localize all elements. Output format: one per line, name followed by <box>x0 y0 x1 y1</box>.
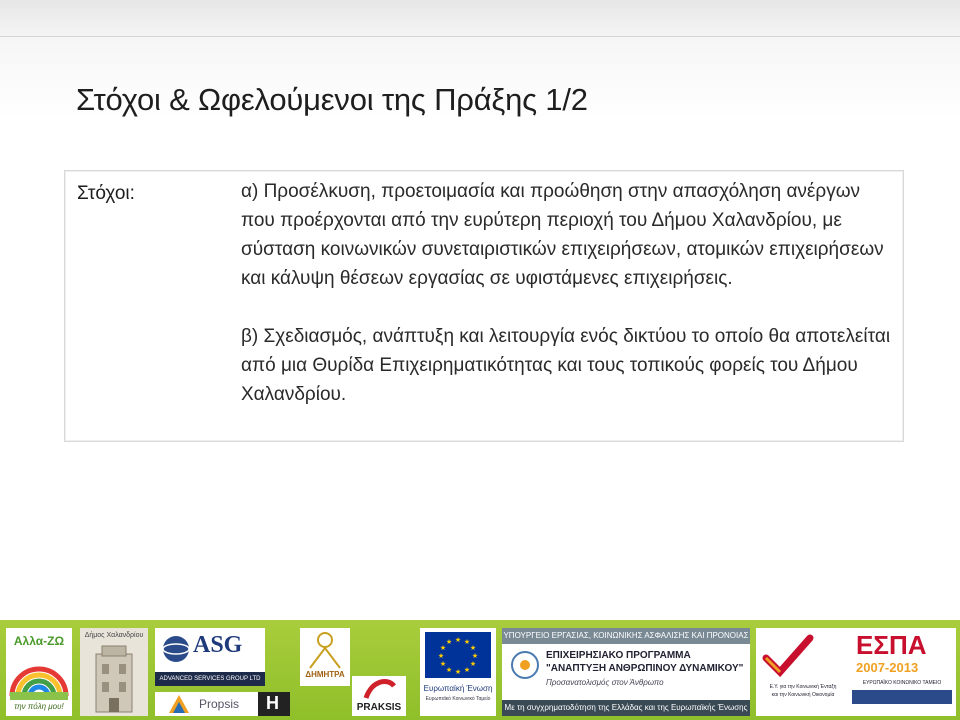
eu-flag-strip-icon <box>852 690 952 704</box>
dimos-name: Δήμος Χαλανδρίου <box>84 632 144 639</box>
svg-text:★: ★ <box>471 652 479 660</box>
svg-text:★: ★ <box>454 668 462 676</box>
allazo-rainbow-icon <box>6 652 72 702</box>
svg-text:★: ★ <box>463 666 471 674</box>
svg-text:★: ★ <box>454 636 462 644</box>
svg-text:★: ★ <box>445 666 453 674</box>
eu-subtitle: Ευρωπαϊκό Κοινωνικό Ταμείο <box>425 696 491 702</box>
dimitra-logo <box>300 628 350 686</box>
svg-text:★: ★ <box>469 644 477 652</box>
espa-fund: ΕΥΡΩΠΑΪΚΟ ΚΟΙΝΩΝΙΚΟ ΤΑΜΕΙΟ <box>862 680 942 686</box>
asg-name: ASG <box>193 632 243 658</box>
programme-line-3: Προσανατολισμός στον Άνθρωπο <box>546 678 664 687</box>
praksis-logo <box>352 676 406 716</box>
svg-text:★: ★ <box>445 638 453 646</box>
espa-logo <box>756 628 956 716</box>
svg-text:★: ★ <box>469 660 477 668</box>
ey-line-1: Ε.Υ. για την Κοινωνική Ένταξη <box>769 684 837 690</box>
dimitra-figure-icon <box>300 630 350 670</box>
propsis-symbol-icon <box>167 693 191 715</box>
asg-logo <box>155 628 265 686</box>
svg-text:★: ★ <box>463 638 471 646</box>
header-divider <box>0 36 960 37</box>
asg-subtitle: ADVANCED SERVICES GROUP LTD <box>155 672 265 686</box>
espa-name: ΕΣΠΑ <box>856 630 927 660</box>
programme-line-1: ΕΠΙΧΕΙΡΗΣΙΑΚΟ ΠΡΟΓΡΑΜΜΑ <box>546 650 691 661</box>
svg-text:★: ★ <box>439 644 447 652</box>
sponsor-logo-strip <box>0 620 960 720</box>
eu-name: Ευρωπαϊκή Ένωση <box>423 684 493 693</box>
eu-logo <box>420 628 496 716</box>
goals-content <box>241 177 891 409</box>
svg-text:★: ★ <box>439 660 447 668</box>
dimitra-name: ΔΗΜΗΤΡΑ <box>305 670 345 679</box>
building-icon <box>80 642 148 716</box>
page-title: Στόχοι & Ωφελούμενοι της Πράξης 1/2 <box>76 82 588 117</box>
allazo-logo <box>6 628 72 716</box>
asg-globe-icon <box>161 634 191 664</box>
allazo-name: Αλλα-ΖΩ <box>13 634 65 648</box>
cofunding-note: Με τη συγχρηματοδότηση της Ελλάδας και της Ευρωπαϊκής Ένωσης <box>502 700 750 716</box>
praksis-swoosh-icon <box>352 676 406 702</box>
espa-check-icon <box>760 632 816 682</box>
goal-paragraph-b: β) Σχεδιασμός, ανάπτυξη και λειτουργία ενός δικτύου το οποίο θα αποτελείται από μια Θυρίδα Επιχειρηματικότητας και τους τοπικούς φορείς του Δήμου Χαλανδρίου. <box>241 326 891 405</box>
goals-label: Στόχοι: <box>77 183 135 204</box>
dimos-chalandriou-logo <box>80 628 148 716</box>
ey-line-2: και την Κοινωνική Οικονομία <box>771 692 835 698</box>
svg-text:★: ★ <box>437 652 445 660</box>
ministry-title: ΥΠΟΥΡΓΕΙΟ ΕΡΓΑΣΙΑΣ, ΚΟΙΝΩΝΙΚΗΣ ΑΣΦΑΛΙΣΗΣ ΚΑΙ ΠΡΟΝΟΙΑΣ <box>502 628 750 644</box>
praksis-name: PRAKSIS <box>356 702 402 713</box>
goals-table <box>64 170 904 442</box>
ministry-logo <box>502 628 750 716</box>
ministry-emblem-icon <box>510 650 540 680</box>
espa-years: 2007-2013 <box>856 660 919 675</box>
propsis-logo <box>155 692 265 716</box>
propsis-name: Propsis <box>199 697 240 711</box>
allazo-tagline: την πόλη μου! <box>14 702 64 711</box>
h-letter-icon: H <box>266 693 279 713</box>
programme-line-2: "ΑΝΑΠΤΥΞΗ ΑΝΘΡΩΠΙΝΟΥ ΔΥΝΑΜΙΚΟΥ" <box>546 663 744 674</box>
h-logo <box>258 692 290 716</box>
eu-flag-icon <box>425 632 491 678</box>
goal-paragraph-a: α) Προσέλκυση, προετοιμασία και προώθηση στην απασχόληση ανέργων που προέρχονται από την ευρύτερη περιοχή του Δήμου Χαλανδρίου, με σύσταση κοινωνικών συνεταιριστικών επιχειρήσεων, ατομικών επιχειρήσεων και κάλυψη θέσεων εργασίας σε υφιστάμενες επιχειρήσεις. <box>241 181 884 289</box>
